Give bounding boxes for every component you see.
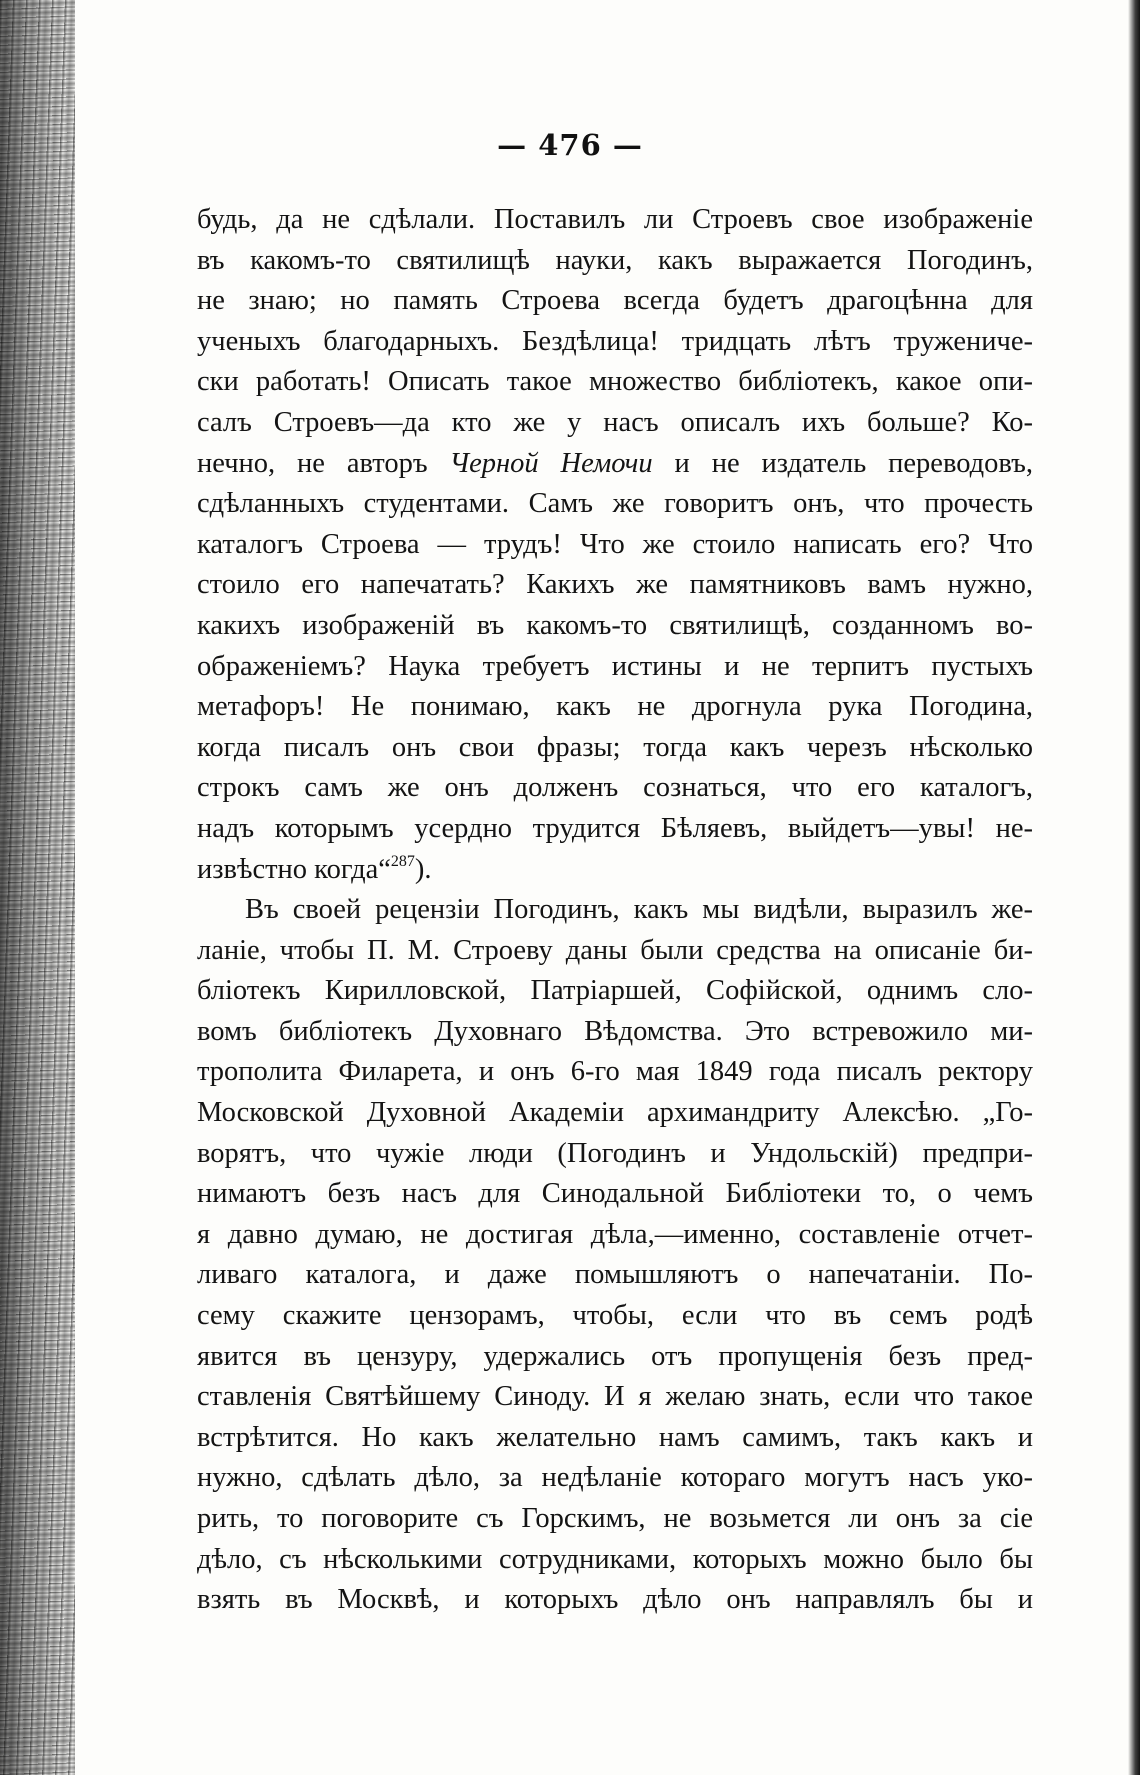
text-line: Московской Духовной Академіи архимандриту Алексѣю. „Го- bbox=[197, 1097, 1033, 1129]
text-line: не знаю; но память Строева всегда будетъ драгоцѣнна для bbox=[197, 285, 1033, 317]
footnote-marker: 287 bbox=[390, 852, 415, 870]
text-line: ворятъ, что чужіе люди (Погодинъ и Ундольскій) предпри- bbox=[197, 1137, 1033, 1169]
text-span: ). bbox=[414, 853, 432, 885]
text-line: сему скажите цензорамъ, чтобы, если что въ семъ родѣ bbox=[197, 1300, 1033, 1332]
text-line: рить, то поговорите съ Горскимъ, не возьмется ли онъ за сіе bbox=[197, 1503, 1033, 1534]
text-line: трополита Филарета, и онъ 6-го мая 1849 года писалъ ректору bbox=[197, 1056, 1033, 1088]
text-line: дѣло, съ нѣсколькими сотрудниками, которыхъ можно было бы bbox=[197, 1543, 1033, 1575]
scan-right-edge bbox=[1128, 0, 1140, 1775]
text-line: явится въ цензуру, удержались отъ пропущенія безъ пред- bbox=[197, 1340, 1033, 1372]
text-line: будь, да не сдѣлали. Поставилъ ли Строевъ свое изображеніе bbox=[197, 204, 1033, 235]
page-number: — 476 — bbox=[497, 128, 643, 162]
text-line: ланіе, чтобы П. М. Строеву даны были средства на описаніе би- bbox=[197, 934, 1033, 966]
text-span: и не издатель переводовъ, bbox=[674, 447, 1033, 479]
text-line: ски работать! Описать такое множество библіотекъ, какое опи- bbox=[197, 366, 1033, 398]
text-line: строкъ самъ же онъ долженъ сознаться, что его каталогъ, bbox=[197, 772, 1033, 804]
text-line: встрѣтится. Но какъ желательно намъ самимъ, такъ какъ и bbox=[197, 1421, 1033, 1453]
text-line: нимаютъ безъ насъ для Синодальной Библіотеки то, о чемъ bbox=[197, 1178, 1033, 1210]
body-text bbox=[197, 200, 1033, 1621]
text-line: ливаго каталога, и даже помышляютъ о напечатаніи. По- bbox=[197, 1259, 1033, 1291]
text-line: ученыхъ благодарныхъ. Бездѣлица! тридцать лѣтъ тружениче- bbox=[197, 325, 1033, 357]
text-line: я давно думаю, не достигая дѣла,—именно, составленіе отчет- bbox=[197, 1218, 1033, 1250]
italic-work-title: Черной Немочи bbox=[449, 447, 653, 479]
text-line: нужно, сдѣлать дѣло, за недѣланіе котораго могутъ насъ уко- bbox=[197, 1462, 1033, 1494]
text-line-with-italic-title bbox=[197, 444, 1033, 485]
text-line: ставленія Святѣйшему Синоду. И я желаю знать, если что такое bbox=[197, 1381, 1033, 1413]
text-line: въ какомъ-то святилищѣ науки, какъ выражается Погодинъ, bbox=[197, 244, 1033, 276]
text-line: стоило его напечатать? Какихъ же памятниковъ вамъ нужно, bbox=[197, 569, 1033, 601]
scan-binding-edge bbox=[0, 0, 75, 1775]
text-line: когда писалъ онъ свои фразы; тогда какъ черезъ нѣсколько bbox=[197, 731, 1033, 763]
text-line: салъ Строевъ—да кто же у насъ описалъ ихъ больше? Ко- bbox=[197, 406, 1033, 438]
text-span: извѣстно когда“ bbox=[197, 853, 391, 885]
text-line: сдѣланныхъ студентами. Самъ же говоритъ онъ, что прочесть bbox=[197, 488, 1033, 520]
text-line: надъ которымъ усердно трудится Бѣляевъ, выйдетъ—увы! не- bbox=[197, 812, 1033, 844]
text-line: метафоръ! Не понимаю, какъ не дрогнула рука Погодина, bbox=[197, 691, 1033, 723]
text-line: взять въ Москвѣ, и которыхъ дѣло онъ направлялъ бы и bbox=[197, 1584, 1033, 1616]
text-line: какихъ изображеній въ какомъ-то святилищѣ, созданномъ во- bbox=[197, 609, 1033, 641]
paragraph-first-line: Въ своей рецензіи Погодинъ, какъ мы видѣли, выразилъ же- bbox=[245, 894, 1033, 926]
paragraph-end-line bbox=[197, 850, 1033, 891]
text-span: нечно, не авторъ bbox=[197, 447, 428, 479]
text-line: вомъ библіотекъ Духовнаго Вѣдомства. Это встревожило ми- bbox=[197, 1015, 1033, 1047]
text-line: ображеніемъ? Наука требуетъ истины и не терпитъ пустыхъ bbox=[197, 650, 1033, 682]
text-line: бліотекъ Кирилловской, Патріаршей, Софійской, однимъ сло- bbox=[197, 975, 1033, 1007]
text-line: каталогъ Строева — трудъ! Что же стоило написать его? Что bbox=[197, 528, 1033, 560]
